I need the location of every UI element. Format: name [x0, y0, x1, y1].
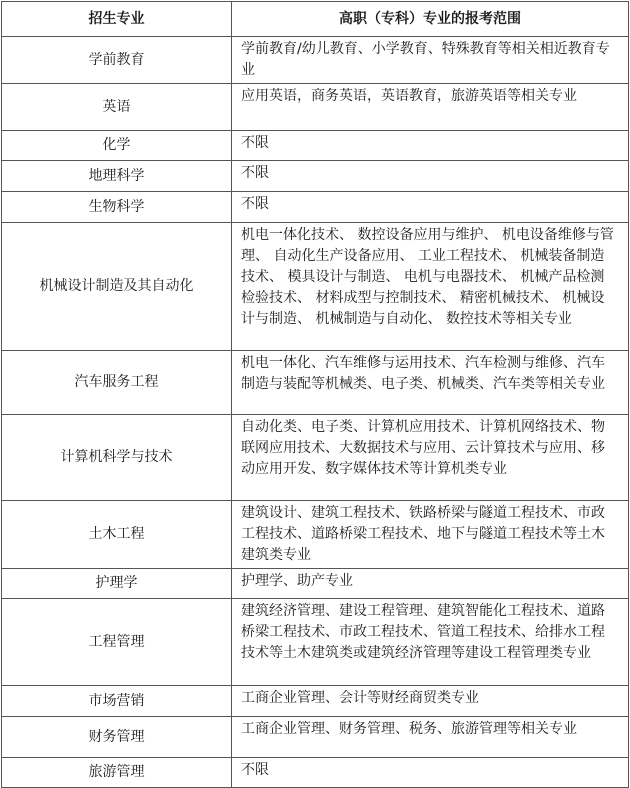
major-cell: 汽车服务工程	[2, 351, 232, 415]
scope-cell: 护理学、助产专业	[232, 569, 629, 599]
scope-cell: 自动化类、电子类、计算机应用技术、计算机网络技术、物联网应用技术、大数据技术与应用、云计算技术与应用、移动应用开发、数字媒体技术等计算机类专业	[232, 415, 629, 501]
major-cell: 护理学	[2, 569, 232, 599]
scope-cell: 应用英语，商务英语，英语教育，旅游英语等相关专业	[232, 84, 629, 131]
table-row	[2, 717, 629, 758]
table-row	[2, 223, 629, 351]
major-cell: 市场营销	[2, 686, 232, 717]
table-row	[2, 599, 629, 686]
major-cell: 计算机科学与技术	[2, 415, 232, 501]
scope-cell: 机电一体化、汽车维修与运用技术、汽车检测与维修、汽车制造与装配等机械类、电子类、机械类、汽车类等相关专业	[232, 351, 629, 415]
scope-cell: 不限	[232, 131, 629, 161]
table-row	[2, 131, 629, 161]
table-row	[2, 351, 629, 415]
table-row	[2, 161, 629, 192]
table-row	[2, 192, 629, 223]
scope-cell: 不限	[232, 161, 629, 192]
admission-major-table	[1, 1, 629, 788]
table-row	[2, 569, 629, 599]
table-row	[2, 37, 629, 84]
major-cell: 生物科学	[2, 192, 232, 223]
major-cell: 学前教育	[2, 37, 232, 84]
header-scope: 高职（专科）专业的报考范围	[232, 2, 629, 37]
major-cell: 财务管理	[2, 717, 232, 758]
major-cell: 化学	[2, 131, 232, 161]
table-row	[2, 415, 629, 501]
table-row	[2, 84, 629, 131]
major-cell: 旅游管理	[2, 758, 232, 788]
scope-cell: 工商企业管理、会计等财经商贸类专业	[232, 686, 629, 717]
table-row	[2, 686, 629, 717]
scope-cell: 建筑设计、建筑工程技术、铁路桥梁与隧道工程技术、市政工程技术、道路桥梁工程技术、地下与隧道工程技术等土木建筑类专业	[232, 501, 629, 569]
major-cell: 英语	[2, 84, 232, 131]
major-cell: 地理科学	[2, 161, 232, 192]
scope-cell: 不限	[232, 758, 629, 788]
table-header-row	[2, 2, 629, 37]
scope-cell: 不限	[232, 192, 629, 223]
scope-cell: 学前教育/幼儿教育、小学教育、特殊教育等相关相近教育专业	[232, 37, 629, 84]
major-cell: 工程管理	[2, 599, 232, 686]
header-major: 招生专业	[2, 2, 232, 37]
table-row	[2, 758, 629, 788]
scope-cell: 机电一体化技术、 数控设备应用与维护、 机电设备维修与管理、 自动化生产设备应用、 工业工程技术、 机械装备制造技术、 模具设计与制造、 电机与电器技术、 机械产品检测检验技术、 材料成型与控制技术、 精密机械技术、 机械设计与制造、 机械制造与自动化、 数控技术等相关专业	[232, 223, 629, 351]
major-cell: 土木工程	[2, 501, 232, 569]
major-cell: 机械设计制造及其自动化	[2, 223, 232, 351]
scope-cell: 建筑经济管理、建设工程管理、建筑智能化工程技术、道路桥梁工程技术、市政工程技术、管道工程技术、给排水工程技术等土木建筑类或建筑经济管理等建设工程管理类专业	[232, 599, 629, 686]
table-row	[2, 501, 629, 569]
scope-cell: 工商企业管理、财务管理、税务、旅游管理等相关专业	[232, 717, 629, 758]
